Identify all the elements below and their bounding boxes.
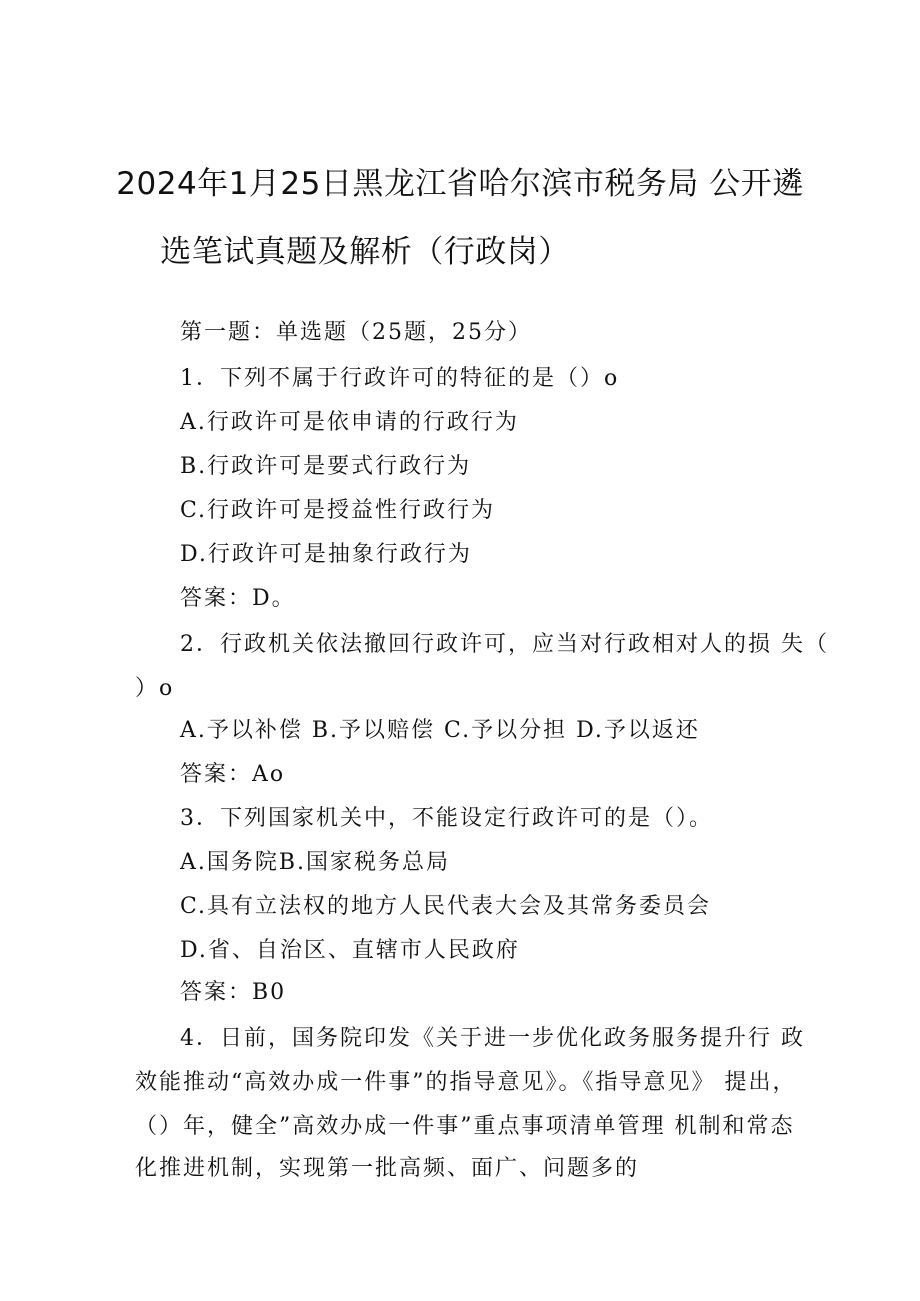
question-3-option-ab: A.国务院B.国家税务总局 <box>180 850 451 875</box>
question-1-answer: 答案：D。 <box>180 586 296 611</box>
question-4-stem-line-3: （）年，健全”高效办成一件事”重点事项清单管理 机制和常态 <box>135 1114 795 1139</box>
document-title-line-1: 2024年1月25日黑龙江省哈尔滨市税务局 公开遴 <box>116 166 804 202</box>
question-2-stem-line-2: ）o <box>135 676 175 701</box>
question-4-stem-line-1: 4．日前，国务院印发《关于进一步优化政务服务提升行 政 <box>180 1026 805 1051</box>
question-3-stem: 3．下列国家机关中，不能设定行政许可的是（）。 <box>180 806 713 831</box>
question-2-answer: 答案：Ao <box>180 762 286 787</box>
question-1-option-d: D.行政许可是抽象行政行为 <box>180 542 472 567</box>
question-1-option-a: A.行政许可是依申请的行政行为 <box>180 410 519 435</box>
question-4-stem-line-4: 化推进机制，实现第一批高频、面广、问题多的 <box>135 1156 640 1181</box>
question-3-answer: 答案：B0 <box>180 980 287 1005</box>
question-3-option-d: D.省、自治区、直辖市人民政府 <box>180 938 520 963</box>
question-2-stem-line-1: 2．行政机关依法撤回行政许可，应当对行政相对人的损 失（ <box>180 632 829 657</box>
question-3-option-c: C.具有立法权的地方人民代表大会及其常务委员会 <box>180 894 712 919</box>
question-4-stem-line-2: 效能推动“高效办成一件事”的指导意见》。《指导意见》 提出， <box>135 1070 797 1095</box>
question-1-option-c: C.行政许可是授益性行政行为 <box>180 498 496 523</box>
question-2-options: A.予以补偿 B.予以赔偿 C.予以分担 D.予以返还 <box>180 718 700 743</box>
section-heading: 第一题：单选题（25题，25分） <box>180 320 532 345</box>
question-1-option-b: B.行政许可是要式行政行为 <box>180 454 472 479</box>
question-1-stem: 1．下列不属于行政许可的特征的是（）o <box>180 366 620 391</box>
document-title-line-2: 选笔试真题及解析（行政岗） <box>160 234 570 270</box>
